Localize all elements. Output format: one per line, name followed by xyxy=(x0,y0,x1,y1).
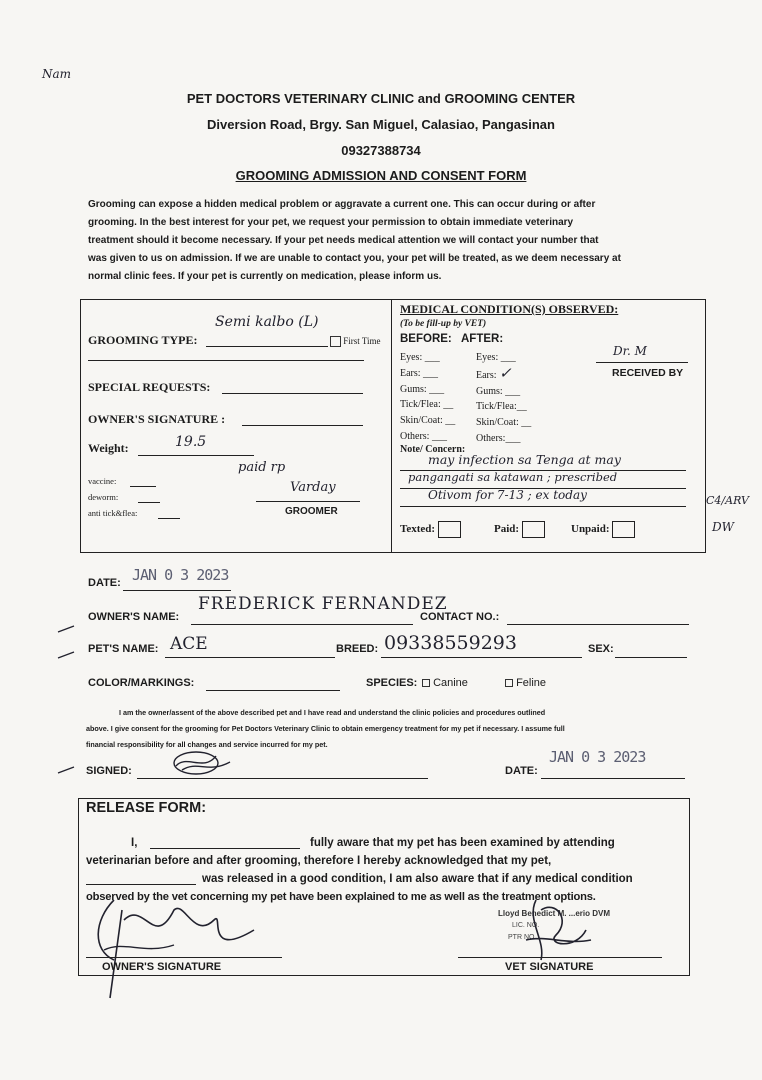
anti-tick-label: anti tick&flea: xyxy=(88,508,138,518)
intro-line: grooming. In the best interest for your pet, we request your permission to obtain immediate veterinary xyxy=(88,217,574,228)
pet-name-label: PET'S NAME: xyxy=(88,643,159,655)
breed-line xyxy=(381,657,582,658)
owner-signature-scribble xyxy=(168,748,238,780)
weight-value[interactable]: 19.5 xyxy=(175,434,207,450)
after-item[interactable]: Ears: ✓ xyxy=(476,363,512,382)
intro-paragraph xyxy=(88,196,694,286)
after-list xyxy=(476,350,531,447)
consent-date-label: DATE: xyxy=(505,765,538,777)
vaccine-label: vaccine: xyxy=(88,476,117,486)
special-requests-field[interactable] xyxy=(222,393,363,394)
texted-checkbox[interactable] xyxy=(438,521,461,538)
before-item[interactable]: Gums: ___ xyxy=(400,383,445,395)
vet-stamp-name: Lloyd Benedict M. ...erio DVM xyxy=(498,909,611,918)
species-feline-option[interactable]: Feline xyxy=(505,677,546,689)
corner-note: Nam xyxy=(42,67,72,81)
vet-signature-scribble xyxy=(516,890,596,970)
texted-option[interactable]: Texted: xyxy=(400,521,461,538)
received-by-label: RECEIVED BY xyxy=(612,367,684,379)
after-item[interactable]: Gums: ___ xyxy=(476,385,521,397)
received-by-value: Dr. M xyxy=(613,344,647,358)
margin-note: C4/ARV xyxy=(706,494,749,507)
deworm-label: deworm: xyxy=(88,492,119,502)
feline-checkbox[interactable] xyxy=(505,679,513,687)
date-stamp[interactable]: JAN 0 3 2023 xyxy=(132,566,229,584)
contact-label: CONTACT NO.: xyxy=(420,611,500,623)
owner-release-signature xyxy=(84,880,274,1000)
contact-field[interactable] xyxy=(507,624,689,625)
paid-note: paid rp xyxy=(238,460,286,475)
after-item[interactable]: Tick/Flea:__ xyxy=(476,401,527,413)
first-time-checkbox[interactable] xyxy=(330,336,341,347)
margin-note: DW xyxy=(712,520,734,534)
vet-lic-no: LIC. NO. xyxy=(512,922,540,929)
unpaid-checkbox[interactable] xyxy=(612,521,635,538)
signed-label: SIGNED: xyxy=(86,765,132,777)
sex-field[interactable] xyxy=(615,657,687,658)
note-text[interactable]: pangangati sa katawan ; prescribed xyxy=(408,470,618,484)
date-line xyxy=(123,590,231,591)
intro-line: normal clinic fees. If your pet is currently on medication, please inform us. xyxy=(88,271,442,282)
owner-name-line xyxy=(191,624,413,625)
species-canine-option[interactable]: Canine xyxy=(422,677,468,689)
date-label: DATE: xyxy=(88,577,121,589)
before-item[interactable]: Tick/Flea: __ xyxy=(400,399,454,411)
unpaid-option[interactable]: Unpaid: xyxy=(571,521,635,538)
grooming-type-label: GROOMING TYPE: xyxy=(88,333,198,347)
received-by-line xyxy=(596,362,688,363)
groomer-name[interactable]: Varday xyxy=(290,480,336,495)
groomer-line xyxy=(256,501,360,502)
note-label: Note/ Concern: xyxy=(400,444,466,455)
vet-ptr-no: PTR NO. xyxy=(508,934,537,941)
species-label: SPECIES: xyxy=(366,677,418,689)
breed-value[interactable]: 09338559293 xyxy=(384,632,517,654)
grooming-type-value[interactable]: Semi kalbo (L) xyxy=(215,314,319,330)
form-title: GROOMING ADMISSION AND CONSENT FORM xyxy=(235,168,527,183)
before-item[interactable]: Others: ___ xyxy=(400,430,447,442)
color-markings-field[interactable] xyxy=(206,690,340,691)
grooming-type-line xyxy=(206,346,328,347)
intro-line: treatment should it become necessary. If your pet needs medical attention we will contact your number that xyxy=(88,235,599,246)
release-name-field[interactable] xyxy=(150,848,300,849)
clinic-phone: 09327388734 xyxy=(341,143,421,158)
after-label: AFTER: xyxy=(461,333,504,345)
release-text: I, fully aware that my pet has been examined by attending veterinarian before and after grooming, therefore I hereby acknowledged that my pet, was released in a good condition, I am also aware that if any medical condition observed by the vet concerning my pet have been explained to me as well as the treatment options. xyxy=(86,837,633,903)
sex-label: SEX: xyxy=(588,643,614,655)
before-item[interactable]: Skin/Coat: __ xyxy=(400,415,456,427)
clinic-name: PET DOCTORS VETERINARY CLINIC and GROOMING CENTER xyxy=(186,91,576,106)
before-item[interactable]: Eyes: ___ xyxy=(400,352,440,363)
pet-name-line xyxy=(165,657,335,658)
consent-date-line xyxy=(541,778,685,779)
vet-signature-caption: VET SIGNATURE xyxy=(505,961,594,973)
weight-label: Weight: xyxy=(88,441,129,455)
consent-date-stamp[interactable]: JAN 0 3 2023 xyxy=(549,748,646,766)
before-list xyxy=(400,350,455,445)
owner-name-value[interactable]: FREDERICK FERNANDEZ xyxy=(198,594,448,614)
first-time-label: First Time xyxy=(343,336,381,346)
clinic-address: Diversion Road, Brgy. San Miguel, Calasiao, Pangasinan xyxy=(207,117,555,132)
ears-check-mark: ✓ xyxy=(499,363,512,382)
intro-line: was given to us on admission. If we are unable to contact you, your pet will be treated, as we deem necessary at xyxy=(88,253,621,264)
first-time-option[interactable] xyxy=(330,336,381,347)
note-line-3 xyxy=(400,506,686,507)
groomer-label: GROOMER xyxy=(285,506,338,517)
before-label: BEFORE: xyxy=(400,333,452,345)
note-text[interactable]: Otivom for 7-13 ; ex today xyxy=(428,488,587,502)
owner-signature-field[interactable] xyxy=(242,425,363,426)
consent-text: I am the owner/assent of the above described pet and I have read and understand the clinic policies and procedures outlined above. I give consent for the grooming for Pet Doctors Veterinary Clinic to obtain emergency treatment for my pet if necessary. I assume full financial responsibility for all changes and service incurred for my pet. xyxy=(86,708,565,749)
pet-name-value[interactable]: ACE xyxy=(170,634,208,654)
color-markings-label: COLOR/MARKINGS: xyxy=(88,677,195,689)
after-item[interactable]: Eyes: ___ xyxy=(476,352,516,363)
anti-tick-field[interactable] xyxy=(158,518,180,519)
breed-label: BREED: xyxy=(336,643,379,655)
margin-ticks xyxy=(54,620,80,780)
special-requests-label: SPECIAL REQUESTS: xyxy=(88,380,211,394)
before-item[interactable]: Ears: ___ xyxy=(400,367,439,379)
paid-option[interactable]: Paid: xyxy=(494,521,545,538)
vet-signature-line[interactable] xyxy=(458,957,662,958)
owner-signature-label: OWNER'S SIGNATURE : xyxy=(88,412,226,426)
deworm-field[interactable] xyxy=(138,502,160,503)
canine-checkbox[interactable] xyxy=(422,679,430,687)
note-text[interactable]: may infection sa Tenga at may xyxy=(428,452,621,467)
weight-line xyxy=(138,455,254,456)
owner-name-label: OWNER'S NAME: xyxy=(88,611,180,623)
intro-line: Grooming can expose a hidden medical problem or aggravate a current one. This can occur during or after xyxy=(88,199,596,210)
grooming-extra-line xyxy=(88,360,364,361)
box-divider xyxy=(391,299,392,553)
owner-signature-line[interactable] xyxy=(86,957,282,958)
medical-title: MEDICAL CONDITION(S) OBSERVED: xyxy=(400,302,619,316)
release-title: RELEASE FORM: xyxy=(86,800,207,816)
owner-signature-caption: OWNER'S SIGNATURE xyxy=(102,961,222,973)
medical-subtitle: (To be fill-up by VET) xyxy=(400,319,487,329)
after-item[interactable]: Others:___ xyxy=(476,432,521,444)
after-item[interactable]: Skin/Coat: __ xyxy=(476,417,532,429)
vaccine-field[interactable] xyxy=(130,486,156,487)
paid-checkbox[interactable] xyxy=(522,521,545,538)
